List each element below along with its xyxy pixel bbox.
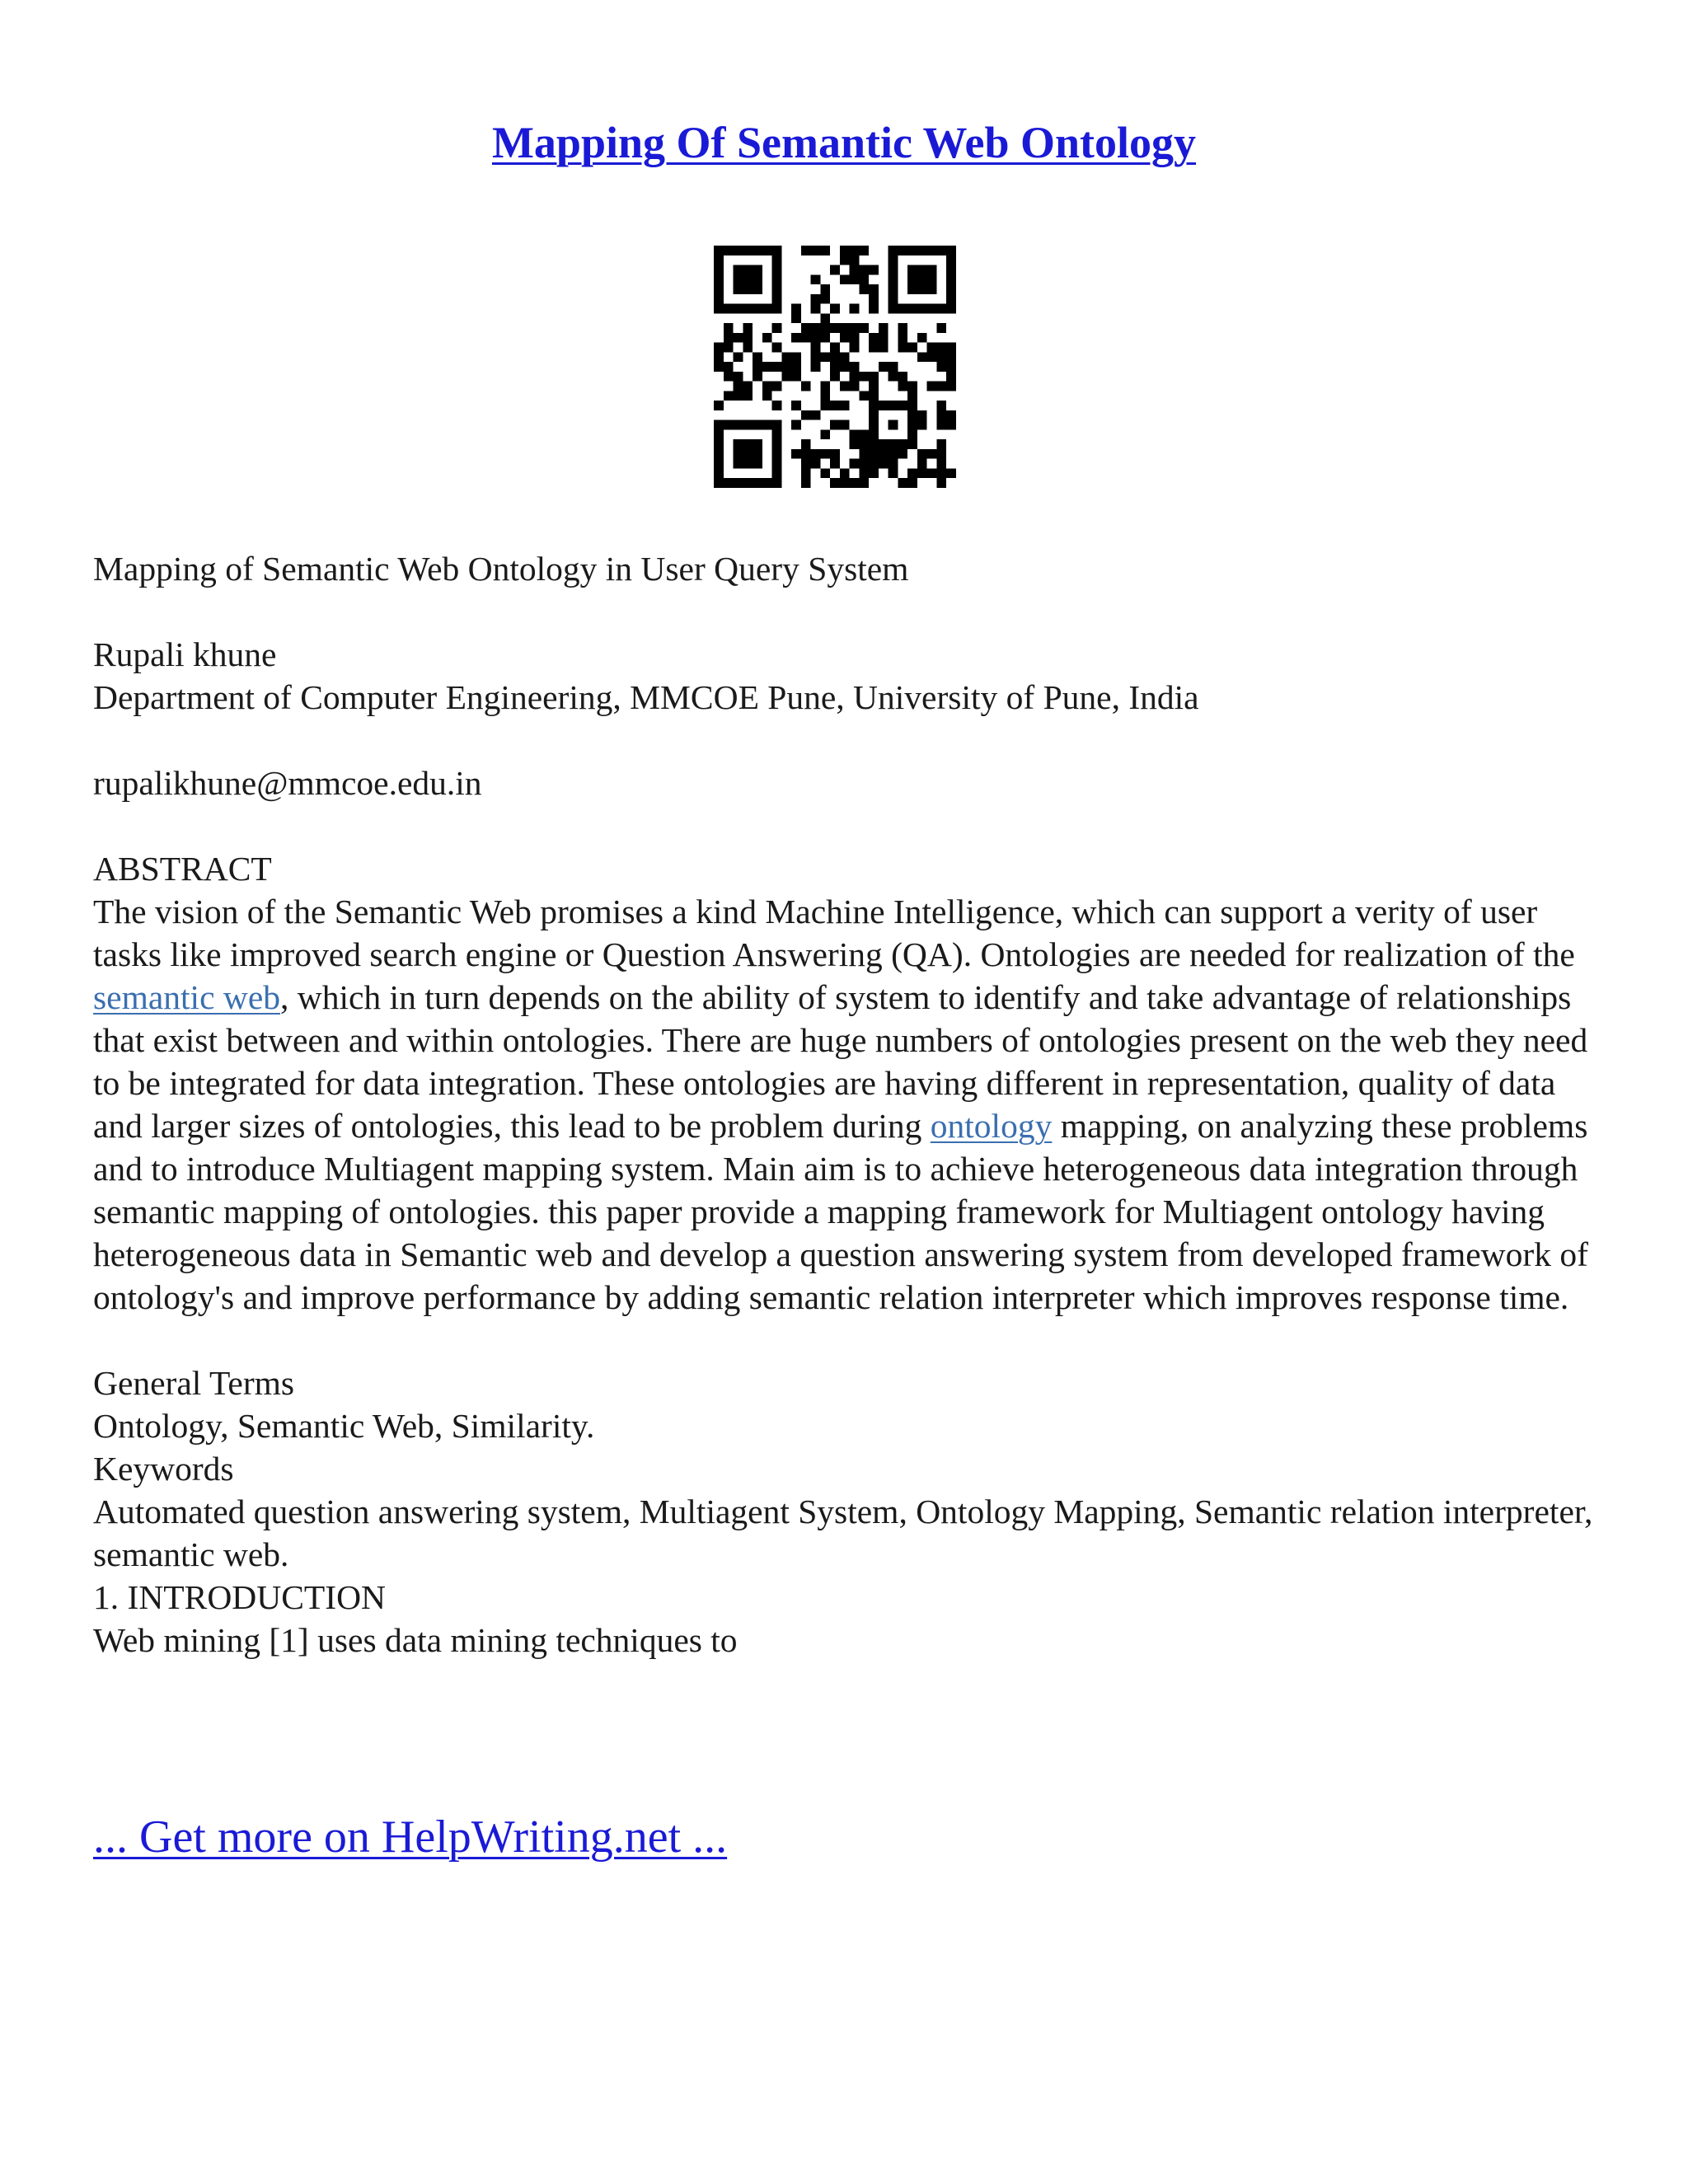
abstract-text <box>93 890 1601 1319</box>
author-affiliation: Department of Computer Engineering, MMCOE Pune, University of Pune, India <box>93 678 1199 716</box>
qr-code-icon <box>714 246 956 488</box>
abstract-heading: ABSTRACT <box>93 850 272 888</box>
page-title <box>0 114 1688 171</box>
intro-text: Web mining [1] uses data mining techniques to <box>93 1621 738 1659</box>
general-terms: Ontology, Semantic Web, Similarity. <box>93 1407 595 1445</box>
abstract-part-2: , which in turn depends on the ability of system to identify and take advantage of relationships that exist between and within ontologies. There are huge numbers of ontologies present on the web they need to be integrated for data integration. These ontologies are having different in representation, quality of data and larger sizes of ontologies, this lead to be problem during <box>93 978 1588 1145</box>
title-link[interactable]: Mapping Of Semantic Web Ontology <box>491 118 1197 167</box>
keywords-heading: Keywords <box>93 1450 234 1488</box>
abstract-part-1: The vision of the Semantic Web promises a kind Machine Intelligence, which can support a verity of user tasks like improved search engine or Question Answering (QA). Ontologies are needed for realization of the <box>93 893 1575 973</box>
abstract-part-3: mapping, on analyzing these problems and to introduce Multiagent mapping system. Main aim is to achieve heterogeneous data integration through semantic mapping of ontologies. this paper provide a mapping framework for Multiagent ontology having heterogeneous data in Semantic web and develop a question answering system from developed framework of ontology's and improve performance by adding semantic relation interpreter which improves response time. <box>93 1107 1588 1316</box>
author-name: Rupali khune <box>93 635 277 673</box>
author-email: rupalikhune@mmcoe.edu.in <box>93 764 482 802</box>
intro-heading: 1. INTRODUCTION <box>93 1578 387 1616</box>
article-body <box>93 547 1601 1661</box>
general-terms-heading: General Terms <box>93 1364 295 1402</box>
paper-heading: Mapping of Semantic Web Ontology in User Query System <box>93 550 909 588</box>
semantic-web-link[interactable]: semantic web <box>93 978 281 1016</box>
get-more-link[interactable]: ... Get more on HelpWriting.net ... <box>93 1811 728 1863</box>
keywords: Automated question answering system, Multiagent System, Ontology Mapping, Semantic relation interpreter, semantic web. <box>93 1493 1593 1573</box>
ontology-link[interactable]: ontology <box>930 1107 1053 1145</box>
